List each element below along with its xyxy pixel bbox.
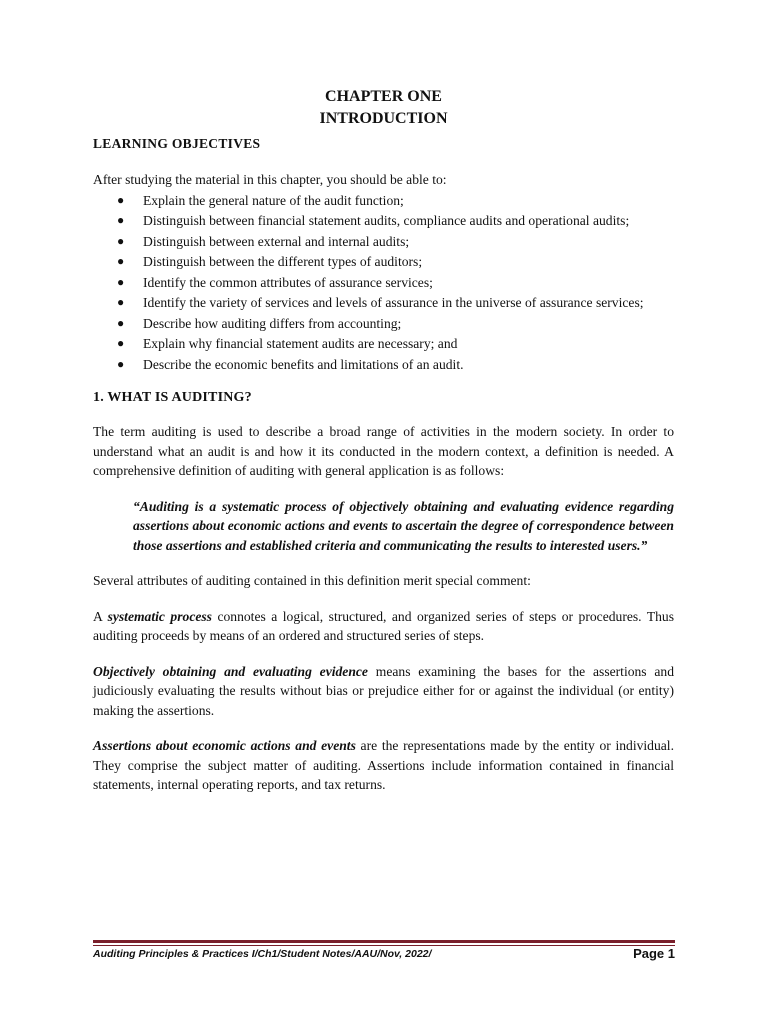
bullet-icon: ● (117, 233, 125, 248)
footer-rule-thin (93, 945, 675, 946)
objective-item: ● Distinguish between financial statement audits, compliance audits and operational audits; (93, 211, 674, 231)
auditing-definition-quote: “Auditing is a systematic process of objectively obtaining and evaluating evidence regarding assertions about economic actions and events to ascertain the degree of correspondence between those assertions and established criteria and communicating the results to interested users.” (133, 498, 674, 553)
bullet-icon: ● (117, 336, 125, 350)
objective-item: ● Explain the general nature of the audit function; (93, 191, 674, 211)
term-systematic-process: systematic process (107, 608, 212, 624)
term-assertions: Assertions about economic actions and events (93, 738, 356, 753)
systematic-process-paragraph: A systematic process connotes a logical, structured, and organized series of steps or procedures. Thus auditing proceeds by means of an ordered and structured series of steps. (93, 608, 675, 643)
objective-item: ● Identify the common attributes of assurance services; (93, 273, 674, 293)
objective-item: ● Distinguish between the different types of auditors; (93, 252, 674, 272)
page-footer (93, 948, 675, 968)
bullet-icon: ● (117, 295, 125, 309)
chapter-title-line2: INTRODUCTION (319, 110, 448, 127)
term-objectively-obtaining: Objectively obtaining and evaluating evidence (93, 663, 368, 679)
bullet-icon: ● (117, 274, 125, 289)
footer-reference: Auditing Principles & Practices I/Ch1/Student Notes/AAU/Nov, 2022/ (93, 948, 432, 960)
objectively-obtaining-paragraph: Objectively obtaining and evaluating evidence means examining the bases for the assertions and judiciously evaluating the results without bias or prejudice either for or against the individual (or entity) making the assertions. (93, 663, 674, 718)
attributes-intro-paragraph: Several attributes of auditing contained in this definition merit special comment: (93, 573, 531, 588)
bullet-icon: ● (117, 254, 125, 268)
objectives-list (93, 191, 674, 375)
objective-item: ● Distinguish between external and internal audits; (93, 232, 674, 252)
section-heading: 1. WHAT IS AUDITING? (93, 390, 252, 405)
bullet-icon: ● (117, 315, 125, 330)
footer-rule (93, 940, 675, 946)
objective-item: ● Describe the economic benefits and limitations of an audit. (93, 355, 674, 375)
learning-objectives-heading: LEARNING OBJECTIVES (93, 136, 261, 151)
bullet-icon: ● (117, 213, 125, 227)
objectives-intro: After studying the material in this chapter, you should be able to: (93, 172, 447, 187)
chapter-title-line1: CHAPTER ONE (325, 88, 442, 105)
objective-item: ● Identify the variety of services and levels of assurance in the universe of assurance services; (93, 293, 674, 313)
auditing-intro-paragraph: The term auditing is used to describe a broad range of activities in the modern society. In order to understand what an audit is and how it its conducted in the modern context, a definition is needed. A comprehensive definition of auditing with general application is as follows: (93, 424, 674, 478)
page-number: Page 1 (633, 946, 675, 961)
bullet-icon: ● (117, 192, 125, 207)
objective-item: ● Describe how auditing differs from accounting; (93, 314, 674, 334)
objective-item: ● Explain why financial statement audits are necessary; and (93, 334, 674, 354)
bullet-icon: ● (117, 356, 125, 371)
footer-rule-thick (93, 940, 675, 943)
document-page (93, 86, 674, 795)
assertions-paragraph: Assertions about economic actions and events are the representations made by the entity or individual. They comprise the subject matter of auditing. Assertions include information contained in financial statements, internal operating reports, and tax returns. (93, 738, 674, 792)
